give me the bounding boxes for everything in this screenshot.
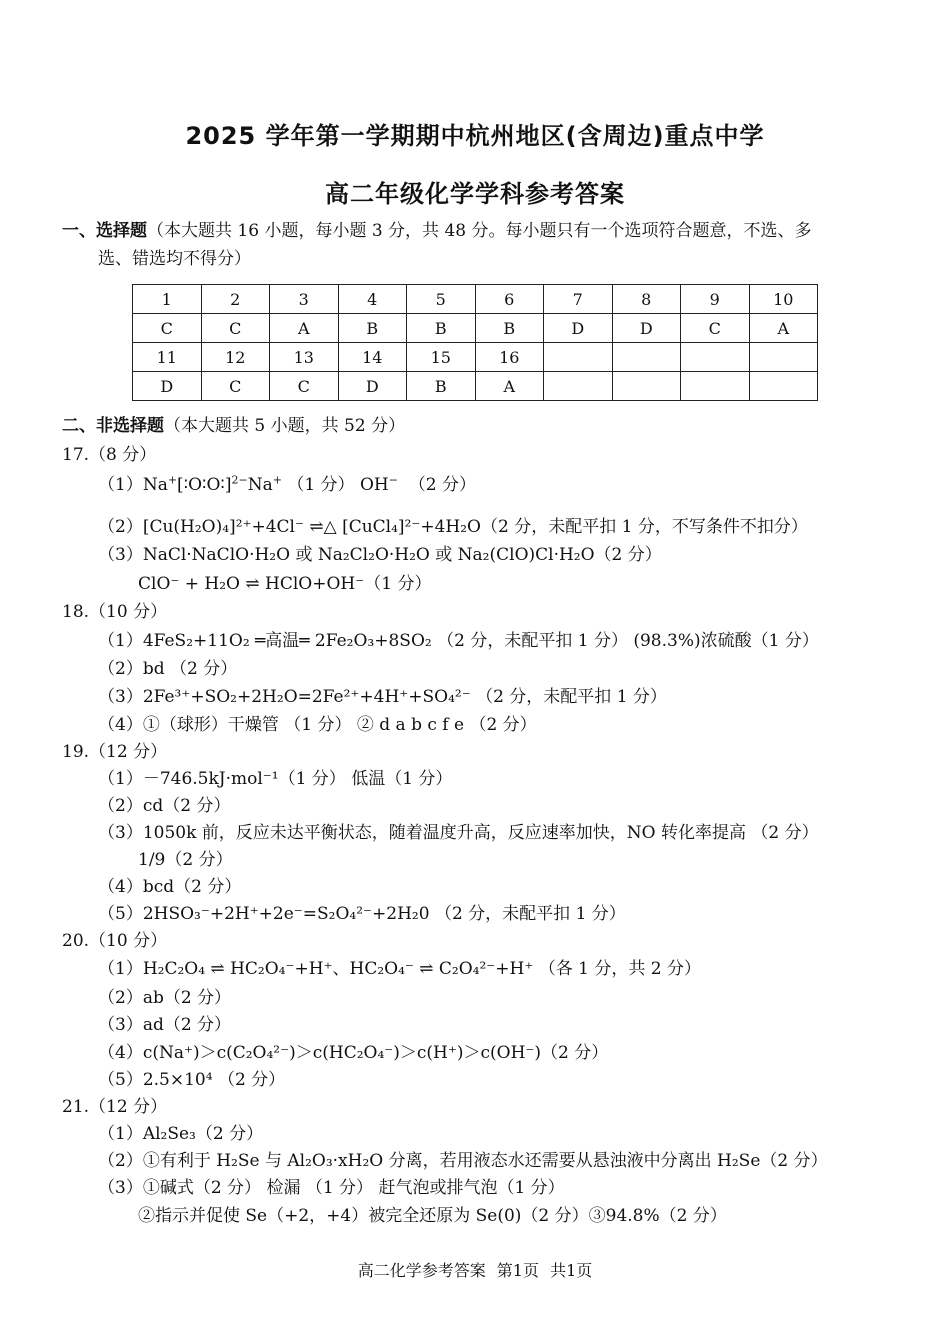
table-row	[133, 343, 818, 372]
table-row	[133, 285, 818, 314]
table-cell: A	[270, 314, 339, 343]
table-cell: 11	[133, 343, 202, 372]
table-cell: D	[612, 314, 681, 343]
table-cell: 2	[201, 285, 270, 314]
q17-na2: Na	[247, 475, 273, 495]
q20-head: 20.（10 分）	[62, 931, 168, 951]
table-cell: 14	[338, 343, 407, 372]
table-cell: 8	[612, 285, 681, 314]
table-cell: B	[407, 314, 476, 343]
q21-line3: （3）①碱式（2 分） 检漏 （1 分） 赶气泡或排气泡（1 分）	[98, 1178, 565, 1198]
table-cell	[749, 343, 818, 372]
table-cell: C	[681, 314, 750, 343]
q17-head: 17.（8 分）	[62, 445, 157, 465]
table-cell: 9	[681, 285, 750, 314]
table-cell: 5	[407, 285, 476, 314]
q17-score2: （2 分）	[408, 475, 476, 495]
table-cell: 1	[133, 285, 202, 314]
table-cell: D	[544, 314, 613, 343]
table-cell: 10	[749, 285, 818, 314]
table-cell: C	[201, 314, 270, 343]
table-cell: C	[133, 314, 202, 343]
table-cell: A	[749, 314, 818, 343]
q19-head: 19.（12 分）	[62, 742, 168, 762]
q17-score1: （1 分） OH	[287, 475, 389, 495]
q17-line4: ClO⁻ + H₂O ⇌ HClO+OH⁻（1 分）	[138, 574, 432, 594]
section2-note: （本大题共 5 小题，共 52 分）	[164, 416, 406, 436]
table-cell: 3	[270, 285, 339, 314]
table-cell: 13	[270, 343, 339, 372]
q20-line5: （5）2.5×10⁴ （2 分）	[98, 1070, 286, 1090]
section2-heading-line	[62, 415, 405, 437]
q20-line1: （1）H₂C₂O₄ ⇌ HC₂O₄⁻+H⁺、HC₂O₄⁻ ⇌ C₂O₄²⁻+H⁺ （各 1 分，共 2 分）	[98, 959, 701, 979]
page-footer: 高二化学参考答案 第1页 共1页	[357, 1261, 593, 1280]
q18-line3: （3）2Fe³⁺+SO₂+2H₂O=2Fe²⁺+4H⁺+SO₄²⁻ （2 分，未配平扣 1 分）	[98, 687, 667, 707]
q19-line5: （4）bcd（2 分）	[98, 877, 242, 897]
table-cell	[681, 343, 750, 372]
table-cell: D	[133, 372, 202, 401]
q17-line2: （2）[Cu(H₂O)₄]²⁺+4Cl⁻ ⇌△ [CuCl₄]²⁻+4H₂O（2 分，未配平扣 1 分，不写条件不扣分）	[98, 517, 808, 537]
table-cell	[749, 372, 818, 401]
table-cell: D	[338, 372, 407, 401]
table-row	[133, 314, 818, 343]
table-cell: 6	[475, 285, 544, 314]
section1-note: （本大题共 16 小题，每小题 3 分，共 48 分。每小题只有一个选项符合题意，不选、多	[147, 221, 812, 241]
q18-line2: （2）bd （2 分）	[98, 659, 238, 679]
q21-head: 21.（12 分）	[62, 1097, 168, 1117]
table-cell: 16	[475, 343, 544, 372]
document-title: 2025 学年第一学期期中杭州地区(含周边)重点中学	[185, 122, 765, 150]
q19-line4: 1/9（2 分）	[138, 850, 233, 870]
table-cell: C	[270, 372, 339, 401]
document-subtitle: 高二年级化学学科参考答案	[325, 180, 625, 208]
q17-line3: （3）NaCl·NaClO·H₂O 或 Na₂Cl₂O·H₂O 或 Na₂(ClO)Cl·H₂O（2 分）	[98, 545, 662, 565]
q20-line3: （3）ad（2 分）	[98, 1015, 232, 1035]
q19-line3: （3）1050k 前，反应未达平衡状态，随着温度升高，反应速率加快，NO 转化率提高 （2 分）	[98, 823, 819, 843]
table-cell	[681, 372, 750, 401]
q21-line1: （1）Al₂Se₃（2 分）	[98, 1124, 264, 1144]
q17-lewis: [∶O∶O∶]	[177, 475, 232, 495]
section1-heading: 一、选择题	[62, 221, 147, 241]
table-cell: B	[407, 372, 476, 401]
table-cell	[612, 343, 681, 372]
table-cell: 7	[544, 285, 613, 314]
section2-heading: 二、非选择题	[62, 416, 164, 436]
q20-line4: （4）c(Na⁺)＞c(C₂O₄²⁻)＞c(HC₂O₄⁻)＞c(H⁺)＞c(OH⁻)（2 分）	[98, 1043, 609, 1063]
section1-note2: 选、错选均不得分）	[98, 249, 251, 269]
table-cell: 12	[201, 343, 270, 372]
q19-line1: （1）－746.5kJ·mol⁻¹（1 分） 低温（1 分）	[98, 769, 453, 789]
q17-na1: （1）Na	[98, 475, 168, 495]
q21-line2: （2）①有利于 H₂Se 与 Al₂O₃·xH₂O 分离，若用液态水还需要从悬浊液中分离出 H₂Se（2 分）	[98, 1151, 828, 1171]
q17-line1: （1）Na+[∶O∶O∶]$^{2-}$Na+ （1 分） OH− （2 分）	[98, 473, 476, 495]
section1-heading-line	[62, 220, 812, 242]
q19-line6: （5）2HSO₃⁻+2H⁺+2e⁻=S₂O₄²⁻+2H₂0 （2 分，未配平扣 1 分）	[98, 904, 626, 924]
table-row	[133, 372, 818, 401]
q21-line4: ②指示并促使 Se（+2，+4）被完全还原为 Se(0)（2 分）③94.8%（2 分）	[138, 1206, 727, 1226]
q18-line1: （1）4FeS₂+11O₂ ═高温═ 2Fe₂O₃+8SO₂ （2 分，未配平扣 1 分） (98.3%)浓硫酸（1 分）	[98, 631, 819, 651]
table-cell: 4	[338, 285, 407, 314]
q18-line4: （4）①（球形）干燥管 （1 分） ② d a b c f e （2 分）	[98, 715, 537, 735]
table-cell: C	[201, 372, 270, 401]
table-cell	[544, 343, 613, 372]
table-cell: B	[338, 314, 407, 343]
table-cell: B	[475, 314, 544, 343]
table-cell	[544, 372, 613, 401]
table-cell: A	[475, 372, 544, 401]
q18-head: 18.（10 分）	[62, 602, 168, 622]
table-cell: 15	[407, 343, 476, 372]
answer-table	[132, 284, 818, 401]
q20-line2: （2）ab（2 分）	[98, 988, 232, 1008]
q19-line2: （2）cd（2 分）	[98, 796, 231, 816]
table-cell	[612, 372, 681, 401]
